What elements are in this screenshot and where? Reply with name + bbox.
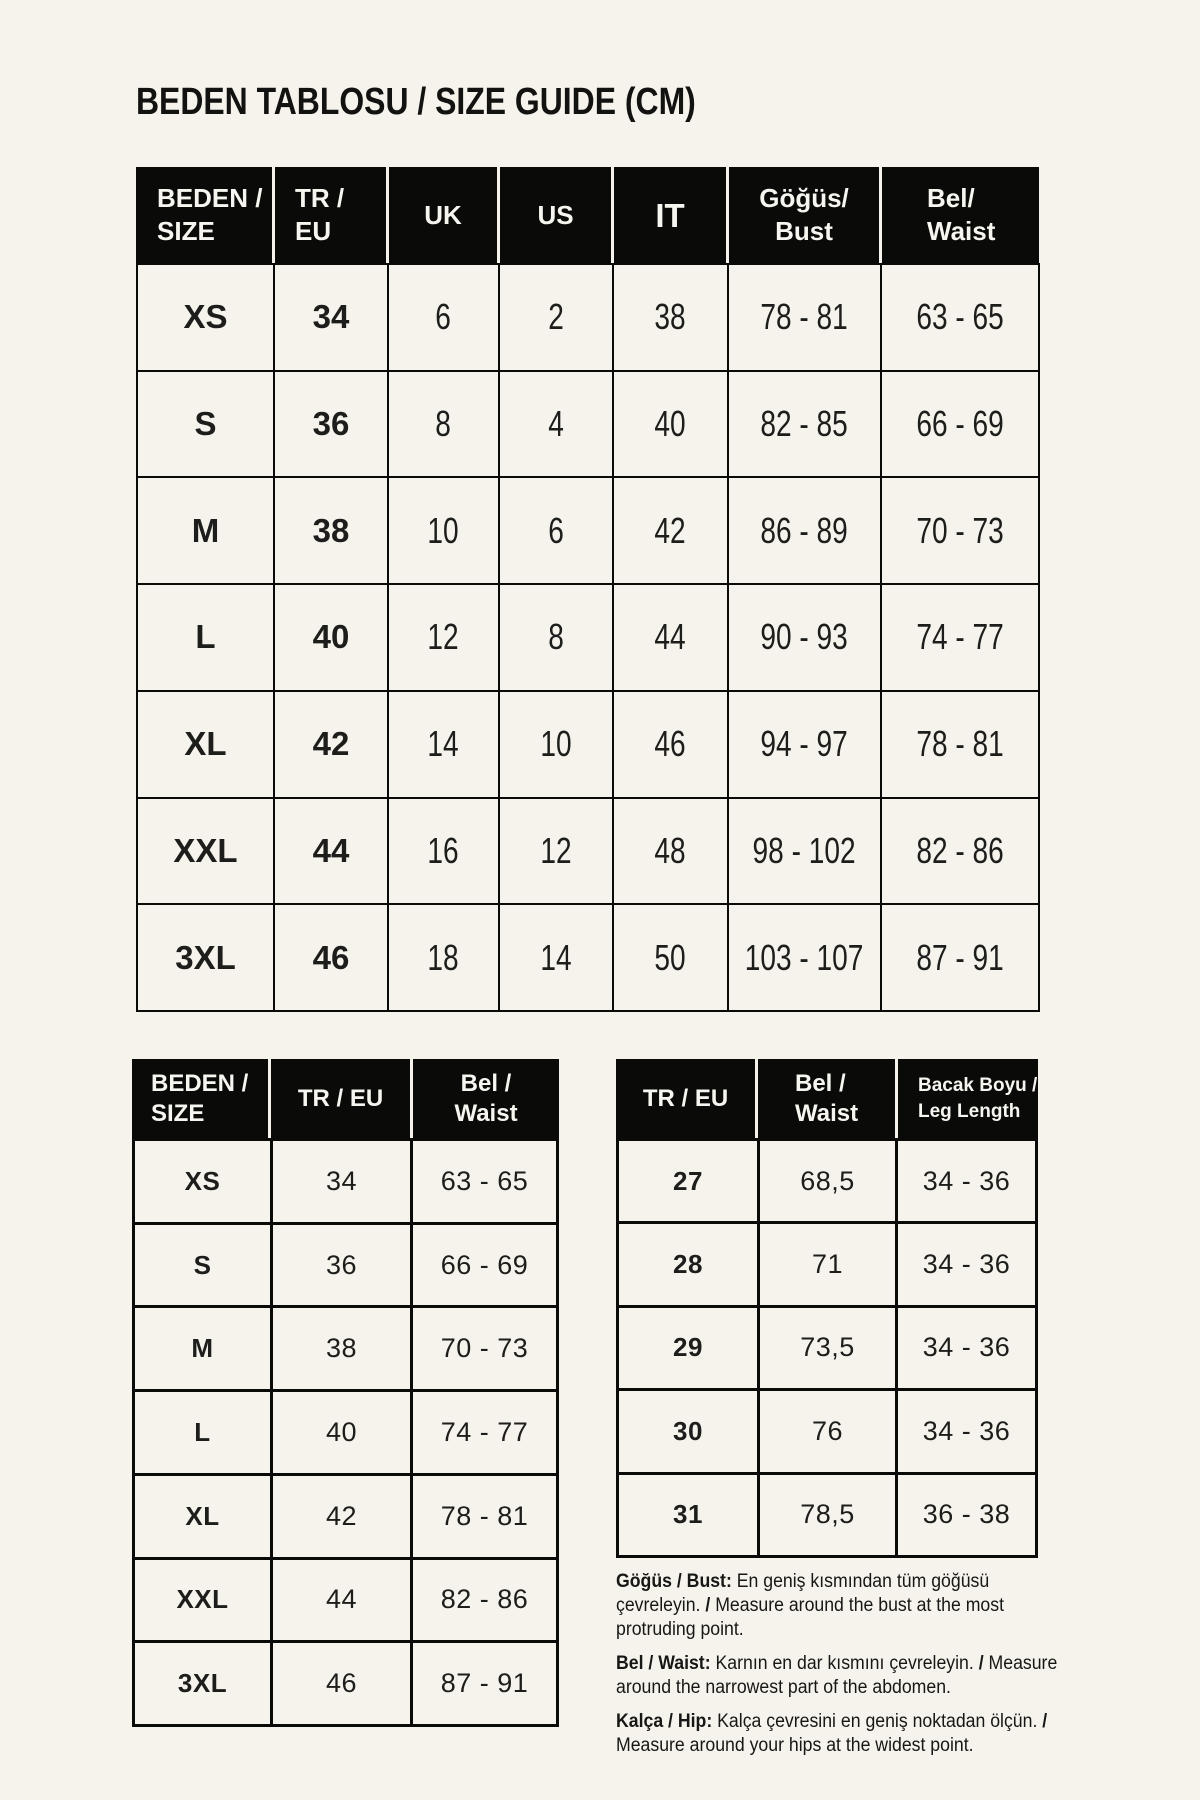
cell-value: 34 - 36 (922, 1249, 1011, 1280)
table-cell (138, 692, 273, 797)
cell-value: 36 (312, 405, 350, 443)
cell-value: XXL (176, 1584, 229, 1615)
table-cell (729, 478, 880, 583)
table-cell (413, 1308, 556, 1389)
table-cell (882, 372, 1038, 477)
cell-value: XXL (173, 831, 238, 869)
table-cell (760, 1475, 895, 1555)
note-label: Göğüs / Bust: (616, 1571, 732, 1592)
cell-value: 82 - 86 (440, 1584, 529, 1615)
cell-value: 86 - 89 (760, 509, 849, 551)
cell-value: 70 - 73 (440, 1333, 529, 1364)
table-cell (500, 372, 612, 477)
table-cell (898, 1391, 1035, 1471)
cell-value: 46 (312, 938, 350, 976)
cell-value: M (191, 511, 220, 549)
cell-value: 34 - 36 (922, 1165, 1011, 1196)
table-cell (275, 799, 387, 904)
header-cell (616, 1059, 755, 1138)
header-label: Bel / (460, 1069, 512, 1097)
table-cell (135, 1141, 270, 1222)
table-cell (619, 1224, 757, 1304)
cell-value: 36 (325, 1249, 358, 1280)
header-label: Bel/ (927, 183, 975, 213)
header-label: EU (295, 216, 332, 246)
table-cell (619, 1308, 757, 1388)
table-cell (882, 905, 1038, 1010)
cell-value: 73,5 (800, 1332, 855, 1363)
table-cell (614, 799, 727, 904)
table-cell (619, 1475, 757, 1555)
table-cell (135, 1643, 270, 1724)
table-cell (138, 799, 273, 904)
table-cell (413, 1560, 556, 1641)
waist-size-table-body (132, 1138, 559, 1727)
header-cell (136, 167, 272, 263)
header-cell (500, 167, 611, 263)
table-cell (275, 478, 387, 583)
table-cell (614, 478, 727, 583)
page-title: BEDEN TABLOSU / SIZE GUIDE (CM) (136, 81, 696, 123)
table-cell (389, 799, 498, 904)
cell-value: S (193, 1249, 212, 1280)
table-cell (273, 1308, 410, 1389)
table-cell (413, 1141, 556, 1222)
cell-value: 2 (548, 296, 564, 338)
table-cell (729, 585, 880, 690)
table-cell (898, 1224, 1035, 1304)
cell-value: L (194, 1416, 211, 1447)
header-label: SIZE (151, 1099, 205, 1127)
cell-value: 63 - 65 (440, 1165, 529, 1196)
cell-value: 14 (427, 723, 460, 765)
measurement-note: Bel / Waist: Karnın en dar kısmını çevreleyin. / Measure around the narrowest part of the abdomen. (616, 1653, 1058, 1698)
table-cell (273, 1560, 410, 1641)
cell-value: 6 (548, 509, 564, 551)
header-cell (729, 167, 879, 263)
cell-value: 14 (540, 936, 572, 978)
table-cell (135, 1476, 270, 1557)
cell-value: 44 (325, 1584, 358, 1615)
header-label: Waist (795, 1099, 859, 1127)
table-cell (614, 372, 727, 477)
cell-value: 12 (427, 616, 460, 658)
cell-value: 90 - 93 (760, 616, 849, 658)
table-cell (500, 585, 612, 690)
cell-value: 78 - 81 (916, 723, 1004, 765)
cell-value: 50 (654, 936, 687, 978)
cell-value: 34 (312, 298, 350, 336)
table-cell (138, 585, 273, 690)
table-cell (760, 1141, 895, 1221)
table-cell (882, 265, 1038, 370)
cell-value: 70 - 73 (916, 509, 1004, 551)
cell-value: 3XL (177, 1668, 228, 1699)
header-label: Bacak Boyu / (918, 1074, 1038, 1096)
table-cell (275, 692, 387, 797)
table-cell (389, 265, 498, 370)
cell-value: 74 - 77 (916, 616, 1004, 658)
header-label: Göğüs/ (759, 183, 849, 213)
leg-length-table-body (616, 1138, 1038, 1558)
cell-value: 12 (540, 829, 572, 871)
header-label: UK (424, 199, 462, 230)
cell-value: L (195, 618, 216, 656)
cell-value: 34 (325, 1165, 358, 1196)
cell-value: 10 (540, 723, 572, 765)
table-cell (898, 1308, 1035, 1388)
cell-value: 38 (312, 511, 350, 549)
cell-value: 78,5 (800, 1499, 855, 1530)
table-cell (760, 1391, 895, 1471)
cell-value: 94 - 97 (760, 723, 849, 765)
cell-value: 76 (811, 1415, 844, 1446)
header-cell (389, 167, 497, 263)
cell-value: 48 (654, 829, 687, 871)
table-cell (275, 265, 387, 370)
table-cell (275, 372, 387, 477)
header-label: BEDEN / (151, 1069, 249, 1097)
table-cell (729, 265, 880, 370)
table-cell (898, 1475, 1035, 1555)
table-cell (413, 1392, 556, 1473)
header-label: US (537, 199, 574, 230)
table-cell (389, 905, 498, 1010)
table-cell (729, 799, 880, 904)
cell-value: 78 - 81 (440, 1500, 529, 1531)
table-cell (413, 1225, 556, 1306)
table-cell (500, 692, 612, 797)
cell-value: 16 (427, 829, 460, 871)
table-cell (135, 1225, 270, 1306)
table-cell (500, 905, 612, 1010)
note-label: Kalça / Hip: (616, 1711, 713, 1732)
table-cell (138, 478, 273, 583)
table-cell (614, 585, 727, 690)
cell-value: 63 - 65 (916, 296, 1004, 338)
table-cell (500, 478, 612, 583)
note-label: Bel / Waist: (616, 1653, 711, 1674)
table-cell (273, 1476, 410, 1557)
cell-value: M (191, 1333, 214, 1364)
table-cell (614, 692, 727, 797)
cell-value: 8 (548, 616, 564, 658)
cell-value: 30 (673, 1415, 703, 1446)
table-cell (135, 1392, 270, 1473)
table-cell (138, 265, 273, 370)
cell-value: 74 - 77 (440, 1416, 529, 1447)
cell-value: 68,5 (800, 1165, 855, 1196)
cell-value: 40 (654, 403, 687, 445)
cell-value: XL (184, 725, 227, 763)
cell-value: 42 (325, 1500, 358, 1531)
table-cell (135, 1560, 270, 1641)
table-cell (273, 1392, 410, 1473)
table-cell (898, 1141, 1035, 1221)
cell-value: 8 (435, 403, 452, 445)
cell-value: 42 (654, 509, 687, 551)
table-cell (275, 905, 387, 1010)
waist-size-table-header (132, 1059, 559, 1138)
note-separator: / (1042, 1711, 1048, 1732)
table-cell (413, 1643, 556, 1724)
measurement-notes (616, 1570, 1074, 1768)
cell-value: 28 (673, 1249, 703, 1280)
cell-value: XS (183, 298, 228, 336)
leg-length-table-header (616, 1059, 1038, 1138)
cell-value: 34 - 36 (922, 1332, 1011, 1363)
table-cell (500, 265, 612, 370)
cell-value: 27 (673, 1165, 703, 1196)
table-cell (389, 585, 498, 690)
header-label: TR / (295, 183, 345, 213)
cell-value: 10 (427, 509, 460, 551)
header-cell (271, 1059, 410, 1138)
cell-value: 103 - 107 (745, 936, 864, 978)
main-size-table-header (136, 167, 1040, 263)
cell-value: 31 (673, 1499, 703, 1530)
header-label: Waist (927, 216, 996, 246)
header-cell (132, 1059, 268, 1138)
cell-value: 87 - 91 (916, 936, 1004, 978)
table-cell (138, 372, 273, 477)
table-cell (729, 372, 880, 477)
header-cell (898, 1059, 1038, 1138)
note-separator: / (705, 1595, 711, 1616)
table-cell (760, 1308, 895, 1388)
table-cell (619, 1141, 757, 1221)
header-label: Waist (454, 1099, 518, 1127)
cell-value: 87 - 91 (440, 1668, 529, 1699)
cell-value: XL (185, 1500, 220, 1531)
cell-value: 29 (673, 1332, 703, 1363)
cell-value: 44 (654, 616, 687, 658)
table-cell (135, 1308, 270, 1389)
table-cell (273, 1643, 410, 1724)
table-cell (138, 905, 273, 1010)
cell-value: 40 (312, 618, 350, 656)
header-label: TR / EU (642, 1084, 729, 1112)
header-label: BEDEN / (157, 183, 263, 213)
cell-value: 38 (654, 296, 687, 338)
table-cell (389, 372, 498, 477)
cell-value: 82 - 85 (760, 403, 849, 445)
table-cell (275, 585, 387, 690)
cell-value: 6 (435, 296, 452, 338)
cell-value: 98 - 102 (752, 829, 857, 871)
cell-value: 44 (312, 831, 350, 869)
header-cell (413, 1059, 559, 1138)
table-cell (273, 1141, 410, 1222)
header-cell (614, 167, 726, 263)
cell-value: 66 - 69 (916, 403, 1004, 445)
table-cell (614, 905, 727, 1010)
table-cell (619, 1391, 757, 1471)
header-cell (758, 1059, 895, 1138)
measurement-note: Göğüs / Bust: En geniş kısmından tüm göğüsü çevreleyin. / Measure around the bust at the most protruding point. (616, 1571, 1004, 1640)
cell-value: 40 (325, 1416, 358, 1447)
cell-value: 38 (325, 1333, 358, 1364)
table-cell (882, 799, 1038, 904)
table-cell (389, 692, 498, 797)
cell-value: 36 - 38 (922, 1499, 1011, 1530)
table-cell (882, 585, 1038, 690)
table-cell (389, 478, 498, 583)
header-label: SIZE (157, 216, 215, 246)
cell-value: 18 (427, 936, 460, 978)
cell-value: 66 - 69 (440, 1249, 529, 1280)
header-cell (275, 167, 386, 263)
header-label: IT (655, 196, 685, 234)
cell-value: 46 (325, 1668, 358, 1699)
table-cell (614, 265, 727, 370)
table-cell (413, 1476, 556, 1557)
header-label: Bust (775, 216, 833, 246)
table-cell (760, 1224, 895, 1304)
cell-value: 42 (312, 725, 350, 763)
table-cell (273, 1225, 410, 1306)
cell-value: 46 (654, 723, 687, 765)
main-size-table-body (136, 263, 1040, 1012)
table-cell (500, 799, 612, 904)
cell-value: 3XL (175, 938, 236, 976)
header-label: TR / EU (297, 1084, 384, 1112)
cell-value: 71 (811, 1249, 844, 1280)
cell-value: 82 - 86 (916, 829, 1004, 871)
header-cell (882, 167, 1039, 263)
table-cell (882, 692, 1038, 797)
measurement-note: Kalça / Hip: Kalça çevresini en geniş noktadan ölçün. / Measure around your hips at the widest point. (616, 1711, 1048, 1756)
cell-value: S (194, 405, 217, 443)
table-cell (729, 905, 880, 1010)
table-cell (882, 478, 1038, 583)
table-cell (729, 692, 880, 797)
header-label: Leg Length (918, 1100, 1021, 1122)
cell-value: XS (184, 1165, 221, 1196)
cell-value: 4 (548, 403, 564, 445)
note-separator: / (978, 1653, 984, 1674)
cell-value: 78 - 81 (760, 296, 849, 338)
cell-value: 34 - 36 (922, 1415, 1011, 1446)
header-label: Bel / (795, 1069, 846, 1097)
